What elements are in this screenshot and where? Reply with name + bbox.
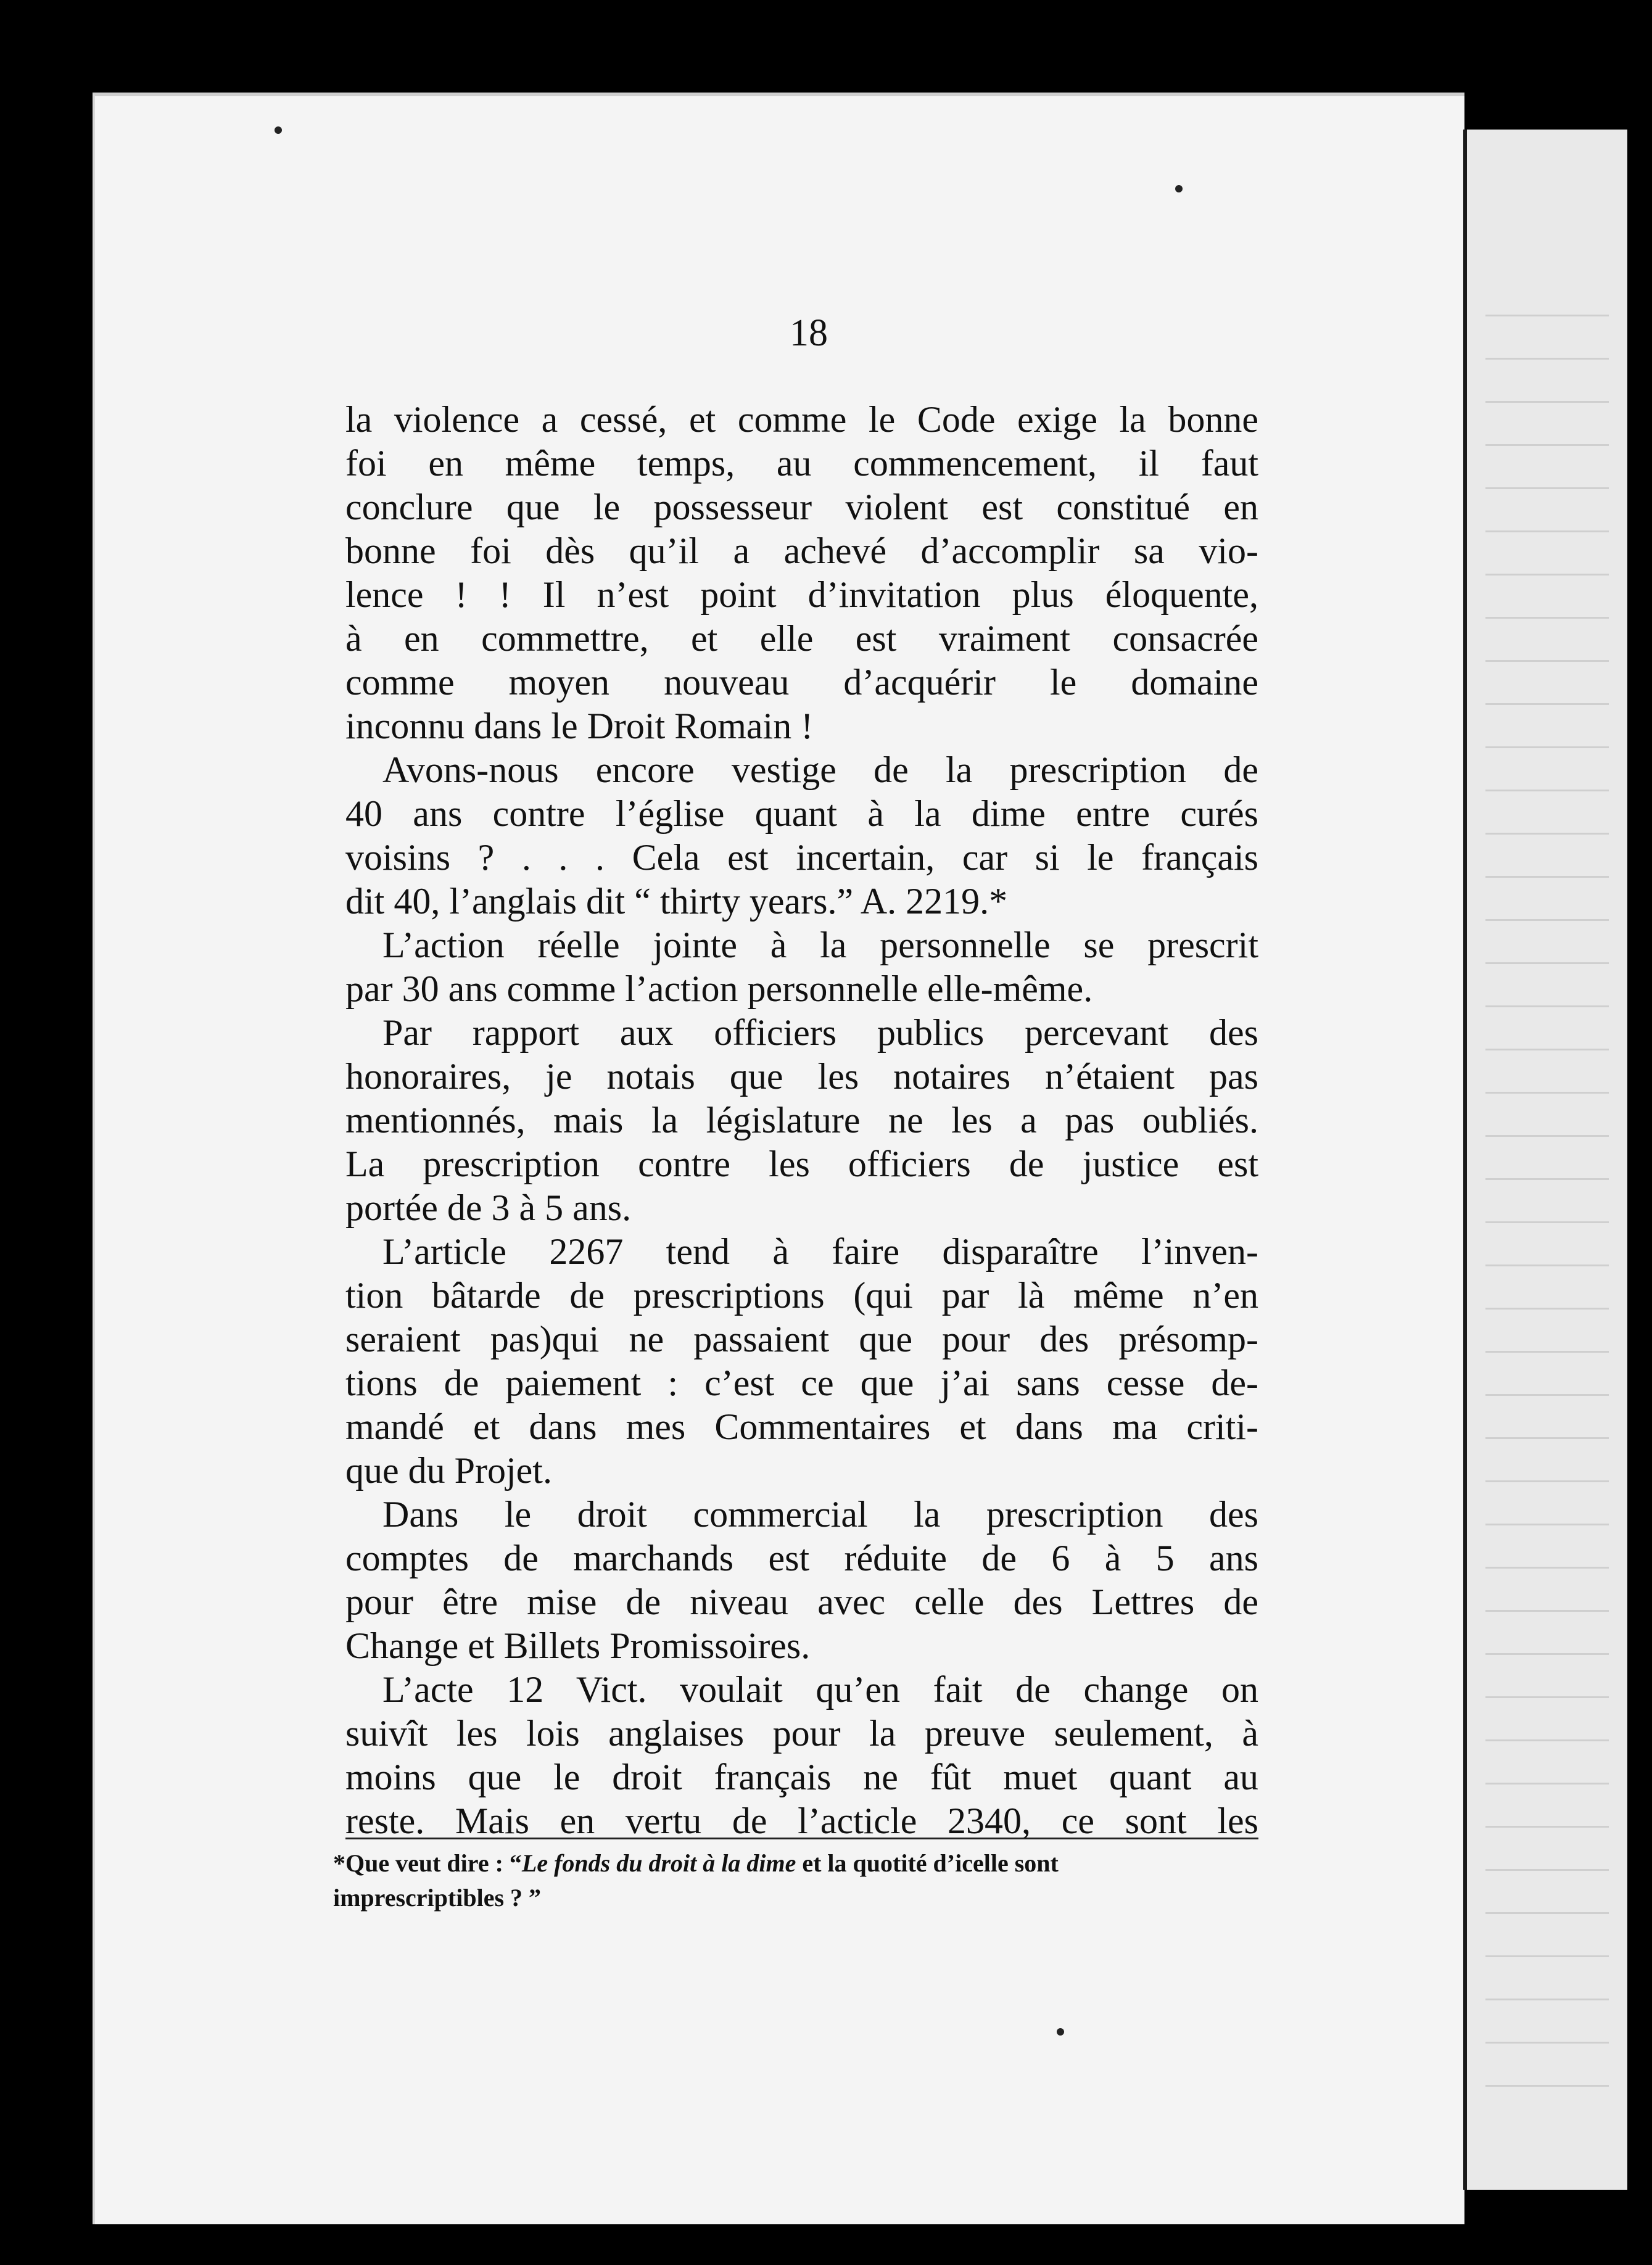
text-line: L’article 2267 tend à faire disparaître l’inven- [345,1231,1258,1272]
text-line: mentionnés, mais la législature ne les a pas oubliés. [345,1100,1258,1141]
adjacent-page-ghost-line [1485,1480,1609,1482]
adjacent-page-ghost-line [1485,530,1609,532]
text-line: Change et Billets Promissoires. [345,1625,811,1666]
adjacent-page-ghost-line [1485,1783,1609,1784]
adjacent-page-ghost-line [1485,2085,1609,2087]
text-line: Dans le droit commercial la prescription des [345,1494,1258,1535]
adjacent-page-ghost-line [1485,919,1609,921]
text-line: par 30 ans comme l’action personnelle elle-même. [345,968,1093,1009]
footnote-line-2: imprescriptibles ? ” [333,1884,542,1912]
text-line: seraient pas)qui ne passaient que pour des présomp- [345,1319,1258,1359]
text-line: reste. Mais en vertu de l’acticle 2340, ce sont les [345,1801,1258,1841]
footnote [333,1846,1271,1915]
adjacent-page-ghost-line [1485,746,1609,748]
text-line: pour être mise de niveau avec celle des Lettres de [345,1582,1258,1622]
adjacent-page-ghost-line [1485,790,1609,791]
body-text [345,398,1258,1843]
scan-speck [1057,2028,1064,2036]
adjacent-page-ghost-line [1485,315,1609,316]
adjacent-page-ghost-line [1485,660,1609,662]
text-line: tion bâtarde de prescriptions (qui par là même n’en [345,1275,1258,1316]
scan-speck [275,126,282,134]
footnote-suffix: et la quotité d’icelle sont [796,1849,1059,1877]
text-line: 40 ans contre l’église quant à la dime entre curés [345,793,1258,834]
adjacent-page-ghost-line [1485,1308,1609,1310]
adjacent-page-ghost-line [1485,1092,1609,1094]
adjacent-page-ghost-line [1485,1265,1609,1266]
text-line: Avons-nous encore vestige de la prescription de [345,749,1258,790]
adjacent-page-ghost-line [1485,1221,1609,1223]
footnote-line-1 [333,1846,1271,1881]
text-line: dit 40, l’anglais dit “ thirty years.” A. 2219.* [345,881,1008,922]
adjacent-page-ghost-line [1485,703,1609,705]
adjacent-page-ghost-line [1485,401,1609,403]
adjacent-page-ghost-line [1485,1394,1609,1396]
text-line: conclure que le possesseur violent est constitué en [345,487,1258,527]
adjacent-page-ghost-line [1485,358,1609,360]
adjacent-page-ghost-line [1485,1178,1609,1180]
adjacent-page-ghost-line [1485,1739,1609,1741]
adjacent-page-ghost-line [1485,574,1609,576]
text-line: mandé et dans mes Commentaires et dans ma criti- [345,1406,1258,1447]
text-line: L’acte 12 Vict. voulait qu’en fait de change on [345,1669,1258,1710]
text-line: portée de 3 à 5 ans. [345,1187,632,1228]
text-line: la violence a cessé, et comme le Code exige la bonne [345,399,1258,440]
adjacent-page-ghost-line [1485,962,1609,964]
text-line: moins que le droit français ne fût muet quant au [345,1757,1258,1797]
adjacent-page-edge [1463,130,1627,2190]
scan-speck [1175,185,1183,192]
adjacent-page-ghost-line [1485,617,1609,619]
text-line: que du Projet. [345,1450,552,1491]
adjacent-page-ghost-line [1485,487,1609,489]
adjacent-page-ghost-line [1485,2042,1609,2044]
text-line: voisins ? . . . Cela est incertain, car si le français [345,837,1258,878]
text-line: L’action réelle jointe à la personnelle se prescrit [345,925,1258,965]
footnote-rule [345,1838,1258,1839]
text-line: comptes de marchands est réduite de 6 à 5 ans [345,1538,1258,1578]
adjacent-page-ghost-line [1485,1135,1609,1137]
adjacent-page-ghost-line [1485,1524,1609,1525]
footnote-italic: Le fonds du droit à la dime [521,1849,796,1877]
adjacent-page-ghost-line [1485,1696,1609,1698]
adjacent-page-ghost-line [1485,1869,1609,1871]
text-line: comme moyen nouveau d’acquérir le domaine [345,662,1258,703]
page-number: 18 [790,312,828,354]
adjacent-page-ghost-line [1485,1955,1609,1957]
text-line: Par rapport aux officiers publics percevant des [345,1012,1258,1053]
adjacent-page-ghost-line [1485,833,1609,835]
adjacent-page-ghost-line [1485,1437,1609,1439]
adjacent-page-ghost-line [1485,444,1609,446]
adjacent-page-ghost-line [1485,1653,1609,1655]
adjacent-page-ghost-line [1485,1049,1609,1050]
text-line: suivît les lois anglaises pour la preuve seulement, à [345,1713,1258,1754]
adjacent-page-ghost-line [1485,1005,1609,1007]
adjacent-page-ghost-line [1485,1351,1609,1353]
text-line: tions de paiement : c’est ce que j’ai sans cesse de- [345,1363,1258,1403]
adjacent-page-ghost-line [1485,1999,1609,2000]
text-line: honoraires, je notais que les notaires n’étaient pas [345,1056,1258,1097]
text-line: inconnu dans le Droit Romain ! [345,706,814,746]
footnote-prefix: *Que veut dire : “ [333,1849,522,1877]
adjacent-page-ghost-line [1485,1610,1609,1612]
adjacent-page-ghost-line [1485,1826,1609,1828]
adjacent-page-ghost-line [1485,1912,1609,1914]
text-line: lence ! ! Il n’est point d’invitation plus éloquente, [345,574,1258,615]
text-line: à en commettre, et elle est vraiment consacrée [345,618,1258,659]
adjacent-page-ghost-line [1485,1567,1609,1569]
adjacent-page-ghost-line [1485,876,1609,878]
text-line: foi en même temps, au commencement, il faut [345,443,1258,484]
text-line: La prescription contre les officiers de justice est [345,1144,1258,1184]
text-line: bonne foi dès qu’il a achevé d’accomplir sa vio- [345,530,1258,571]
